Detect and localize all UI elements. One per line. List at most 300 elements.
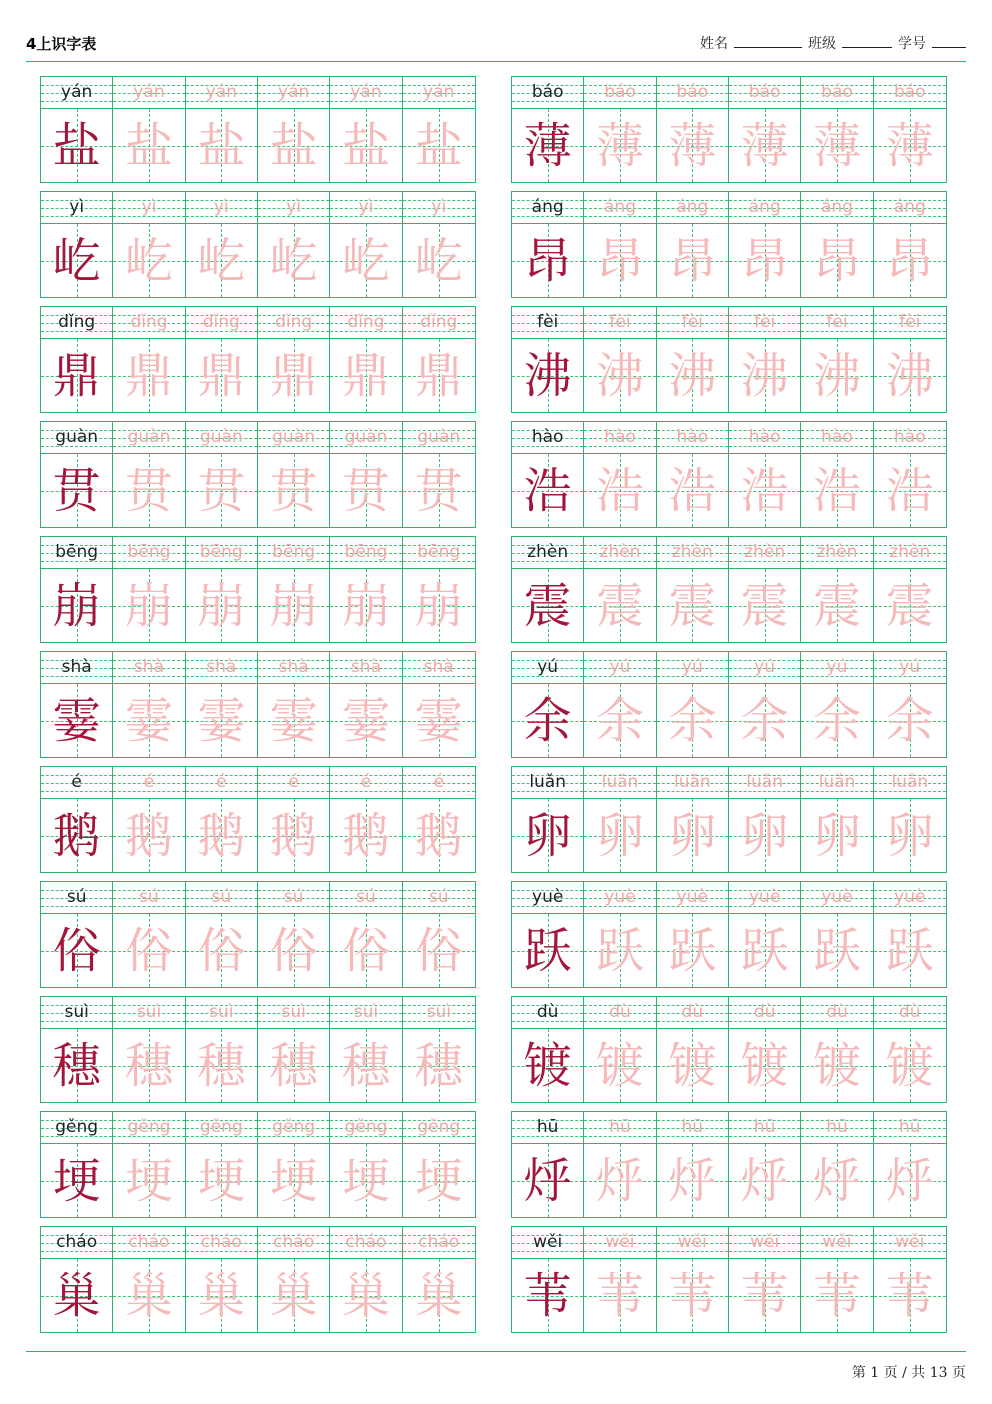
pinyin-trace: wěi <box>750 1232 780 1252</box>
pinyin-trace: dù <box>609 1002 631 1022</box>
pinyin-trace: báo <box>604 82 636 102</box>
pinyin-grid <box>874 767 946 799</box>
pinyin-trace: yán <box>350 82 382 102</box>
pinyin-grid <box>258 882 329 914</box>
tianzige-grid <box>512 569 583 642</box>
trace-character: 余 <box>740 692 789 749</box>
trace-cell <box>258 192 330 297</box>
practice-row <box>511 76 947 183</box>
trace-cell <box>657 997 729 1102</box>
pinyin-grid <box>113 1112 184 1144</box>
pinyin-grid <box>729 997 800 1029</box>
tianzige-grid <box>584 684 655 757</box>
pinyin-grid <box>41 192 112 224</box>
pinyin-trace: zhèn <box>744 542 786 562</box>
trace-character: 崩 <box>414 577 463 634</box>
pinyin-trace: yì <box>286 197 302 217</box>
example-cell <box>512 537 584 642</box>
pinyin-grid <box>584 1112 655 1144</box>
trace-character: 跃 <box>740 922 789 979</box>
trace-cell <box>801 652 873 757</box>
pinyin-grid <box>584 307 655 339</box>
trace-cell <box>584 537 656 642</box>
pinyin-trace: bēng <box>127 542 171 562</box>
pinyin-grid <box>330 537 401 569</box>
example-character: 鹅 <box>52 807 101 864</box>
example-cell <box>512 422 584 527</box>
tianzige-grid <box>584 454 655 527</box>
trace-character: 穗 <box>197 1037 246 1094</box>
tianzige-grid <box>113 224 184 297</box>
pinyin-trace: luǎn <box>818 772 856 792</box>
trace-cell <box>330 652 402 757</box>
tianzige-grid <box>874 1029 946 1102</box>
pinyin-trace: fèi <box>826 312 848 332</box>
tianzige-grid <box>258 1144 329 1217</box>
trace-cell <box>729 767 801 872</box>
tianzige-grid <box>512 109 583 182</box>
pinyin-trace: hū <box>826 1117 848 1137</box>
pinyin-trace: bēng <box>417 542 461 562</box>
practice-row <box>40 306 476 413</box>
trace-character: 镀 <box>595 1037 644 1094</box>
tianzige-grid <box>874 339 946 412</box>
tianzige-grid <box>729 454 800 527</box>
pinyin-trace: yì <box>213 197 229 217</box>
tianzige-grid <box>258 569 329 642</box>
trace-character: 苇 <box>668 1267 717 1324</box>
tianzige-grid <box>403 569 475 642</box>
worksheet-title: 4上识字表 <box>26 35 97 53</box>
trace-cell <box>330 192 402 297</box>
trace-character: 镀 <box>668 1037 717 1094</box>
practice-row <box>511 306 947 413</box>
pinyin-grid <box>657 652 728 684</box>
pinyin-trace: yú <box>681 657 703 677</box>
example-character: 霎 <box>52 692 101 749</box>
pinyin-trace: zhèn <box>816 542 858 562</box>
pinyin-grid <box>258 77 329 109</box>
pinyin-grid <box>729 1227 800 1259</box>
trace-cell <box>113 767 185 872</box>
pinyin-grid <box>874 77 946 109</box>
pinyin-trace: báo <box>894 82 926 102</box>
tianzige-grid <box>403 1029 475 1102</box>
pinyin-trace: bēng <box>272 542 316 562</box>
tianzige-grid <box>512 1029 583 1102</box>
trace-cell <box>403 307 475 412</box>
trace-cell <box>874 422 946 527</box>
tianzige-grid <box>113 454 184 527</box>
trace-cell <box>584 1112 656 1217</box>
trace-cell <box>258 997 330 1102</box>
pinyin-trace: cháo <box>200 1232 242 1252</box>
pinyin-grid <box>729 192 800 224</box>
tianzige-grid <box>729 339 800 412</box>
pinyin-trace: suì <box>136 1002 162 1022</box>
pinyin-trace: hào <box>676 427 709 447</box>
trace-cell <box>801 767 873 872</box>
tianzige-grid <box>403 109 475 182</box>
trace-cell <box>403 1112 475 1217</box>
trace-cell <box>801 997 873 1102</box>
tianzige-grid <box>41 224 112 297</box>
pinyin-grid <box>113 422 184 454</box>
trace-cell <box>113 192 185 297</box>
trace-character: 余 <box>812 692 861 749</box>
pinyin-grid <box>729 307 800 339</box>
trace-cell <box>657 537 729 642</box>
pinyin-trace: luǎn <box>673 772 711 792</box>
trace-character: 浩 <box>885 462 934 519</box>
trace-cell <box>186 1227 258 1332</box>
pinyin-grid <box>258 422 329 454</box>
pinyin-grid <box>186 307 257 339</box>
trace-cell <box>330 1227 402 1332</box>
trace-character: 沸 <box>812 347 861 404</box>
trace-character: 屹 <box>341 232 390 289</box>
pinyin-grid <box>657 422 728 454</box>
tianzige-grid <box>801 109 872 182</box>
tianzige-grid <box>874 224 946 297</box>
trace-character: 鼎 <box>414 347 463 404</box>
tianzige-grid <box>512 684 583 757</box>
pinyin-grid <box>801 307 872 339</box>
trace-cell <box>657 422 729 527</box>
trace-cell <box>874 997 946 1102</box>
trace-cell <box>258 882 330 987</box>
pinyin-trace: zhèn <box>889 542 931 562</box>
tianzige-grid <box>657 569 728 642</box>
pinyin-trace: yú <box>899 657 921 677</box>
pinyin-trace: hū <box>609 1117 631 1137</box>
pinyin-grid <box>186 652 257 684</box>
pinyin-grid <box>403 77 475 109</box>
trace-cell <box>403 77 475 182</box>
pinyin-grid <box>584 77 655 109</box>
trace-cell <box>186 652 258 757</box>
pinyin-label: áng <box>531 197 564 217</box>
pinyin-label: dù <box>536 1002 559 1022</box>
example-cell <box>512 767 584 872</box>
trace-cell <box>330 307 402 412</box>
trace-cell <box>874 307 946 412</box>
pinyin-grid <box>41 77 112 109</box>
example-character: 余 <box>523 692 572 749</box>
trace-cell <box>584 767 656 872</box>
pinyin-trace: yán <box>423 82 455 102</box>
example-character: 浩 <box>523 462 572 519</box>
tianzige-grid <box>186 109 257 182</box>
pinyin-grid <box>113 997 184 1029</box>
trace-character: 盐 <box>197 117 246 174</box>
pinyin-grid <box>512 997 583 1029</box>
trace-character: 俗 <box>124 922 173 979</box>
trace-cell <box>330 422 402 527</box>
trace-cell <box>729 1112 801 1217</box>
trace-character: 镀 <box>740 1037 789 1094</box>
pinyin-trace: gěng <box>199 1117 243 1137</box>
trace-cell <box>729 192 801 297</box>
example-character: 鼎 <box>52 347 101 404</box>
class-blank <box>842 35 892 48</box>
pinyin-grid <box>657 882 728 914</box>
pinyin-trace: yì <box>358 197 374 217</box>
example-character: 崩 <box>52 577 101 634</box>
tianzige-grid <box>113 799 184 872</box>
trace-character: 沸 <box>668 347 717 404</box>
pinyin-trace: wěi <box>605 1232 635 1252</box>
tianzige-grid <box>113 569 184 642</box>
pinyin-trace: bēng <box>344 542 388 562</box>
pinyin-grid <box>584 537 655 569</box>
pinyin-trace: dù <box>681 1002 704 1022</box>
trace-cell <box>330 997 402 1102</box>
pinyin-grid <box>657 77 728 109</box>
pinyin-trace: báo <box>676 82 709 102</box>
trace-character: 穗 <box>124 1037 173 1094</box>
trace-cell <box>657 77 729 182</box>
name-blank <box>734 35 802 48</box>
trace-cell <box>403 192 475 297</box>
tianzige-grid <box>584 109 655 182</box>
trace-cell <box>729 77 801 182</box>
tianzige-grid <box>874 914 946 987</box>
pinyin-grid <box>186 537 257 569</box>
tianzige-grid <box>186 1029 257 1102</box>
tianzige-grid <box>41 569 112 642</box>
trace-cell <box>729 1227 801 1332</box>
header-rule <box>26 61 966 62</box>
practice-row <box>511 536 947 643</box>
tianzige-grid <box>186 454 257 527</box>
pinyin-grid <box>801 77 872 109</box>
tianzige-grid <box>801 1144 872 1217</box>
pinyin-trace: áng <box>748 197 781 217</box>
trace-character: 卵 <box>740 807 789 864</box>
example-cell <box>41 1227 113 1332</box>
trace-character: 卵 <box>595 807 644 864</box>
pinyin-grid <box>584 652 655 684</box>
example-cell <box>41 77 113 182</box>
trace-cell <box>186 422 258 527</box>
pinyin-grid <box>801 1227 872 1259</box>
pinyin-grid <box>729 652 800 684</box>
pinyin-grid <box>874 1227 946 1259</box>
tianzige-grid <box>584 1144 655 1217</box>
practice-row <box>40 651 476 758</box>
pinyin-grid <box>258 307 329 339</box>
practice-row <box>40 76 476 183</box>
pinyin-trace: dù <box>753 1002 776 1022</box>
trace-character: 苇 <box>885 1267 934 1324</box>
tianzige-grid <box>113 914 184 987</box>
trace-character: 烀 <box>812 1152 861 1209</box>
trace-character: 盐 <box>269 117 318 174</box>
tianzige-grid <box>729 799 800 872</box>
example-cell <box>512 997 584 1102</box>
pinyin-grid <box>584 997 655 1029</box>
pinyin-trace: luǎn <box>601 772 639 792</box>
trace-cell <box>330 537 402 642</box>
trace-cell <box>258 767 330 872</box>
example-cell <box>512 1227 584 1332</box>
tianzige-grid <box>657 684 728 757</box>
pinyin-trace: gěng <box>127 1117 171 1137</box>
tianzige-grid <box>258 339 329 412</box>
pinyin-grid <box>258 652 329 684</box>
trace-character: 霎 <box>124 692 173 749</box>
trace-character: 穗 <box>341 1037 390 1094</box>
trace-character: 沸 <box>885 347 934 404</box>
student-info <box>700 33 966 53</box>
pinyin-grid <box>113 1227 184 1259</box>
pinyin-trace: yuè <box>821 887 853 907</box>
trace-character: 烀 <box>740 1152 789 1209</box>
trace-cell <box>258 77 330 182</box>
pinyin-grid <box>729 537 800 569</box>
trace-character: 震 <box>668 577 717 634</box>
pinyin-grid <box>330 422 401 454</box>
trace-character: 巢 <box>124 1267 173 1324</box>
pinyin-grid <box>801 1112 872 1144</box>
trace-cell <box>113 997 185 1102</box>
pinyin-trace: yú <box>754 657 776 677</box>
pinyin-trace: cháo <box>128 1232 170 1252</box>
trace-cell <box>113 882 185 987</box>
pinyin-grid <box>113 537 184 569</box>
trace-character: 震 <box>595 577 644 634</box>
pinyin-trace: gěng <box>344 1117 388 1137</box>
tianzige-grid <box>512 1144 583 1217</box>
tianzige-grid <box>584 1029 655 1102</box>
pinyin-trace: wěi <box>895 1232 925 1252</box>
pinyin-trace: gěng <box>417 1117 461 1137</box>
trace-cell <box>874 192 946 297</box>
example-character: 昂 <box>523 232 572 289</box>
pinyin-grid <box>512 537 583 569</box>
tianzige-grid <box>801 799 872 872</box>
pinyin-grid <box>258 1227 329 1259</box>
pinyin-grid <box>512 1227 583 1259</box>
pinyin-grid <box>186 77 257 109</box>
trace-character: 跃 <box>885 922 934 979</box>
trace-cell <box>729 537 801 642</box>
example-cell <box>41 1112 113 1217</box>
pinyin-grid <box>113 307 184 339</box>
pinyin-trace: yán <box>133 82 165 102</box>
pinyin-label: cháo <box>56 1232 98 1252</box>
pinyin-trace: guàn <box>127 427 171 447</box>
trace-character: 崩 <box>124 577 173 634</box>
tianzige-grid <box>729 569 800 642</box>
pinyin-trace: yuè <box>676 887 708 907</box>
example-character: 卵 <box>523 807 572 864</box>
tianzige-grid <box>258 109 329 182</box>
example-character: 屹 <box>52 232 101 289</box>
tianzige-grid <box>41 454 112 527</box>
pinyin-grid <box>729 77 800 109</box>
trace-character: 跃 <box>812 922 861 979</box>
example-cell <box>41 767 113 872</box>
practice-row <box>511 191 947 298</box>
pinyin-trace: áng <box>676 197 709 217</box>
page-number: 第 1 页 / 共 13 页 <box>851 1365 966 1381</box>
tianzige-grid <box>41 684 112 757</box>
tianzige-grid <box>512 799 583 872</box>
pinyin-trace: hū <box>681 1117 704 1137</box>
pinyin-grid <box>186 767 257 799</box>
pinyin-grid <box>403 1112 475 1144</box>
trace-character: 浩 <box>595 462 644 519</box>
tianzige-grid <box>584 569 655 642</box>
pinyin-grid <box>657 1227 728 1259</box>
pinyin-trace: shà <box>423 657 454 677</box>
practice-row <box>40 191 476 298</box>
pinyin-label: é <box>71 772 82 792</box>
pinyin-grid <box>330 652 401 684</box>
trace-cell <box>584 422 656 527</box>
pinyin-grid <box>113 882 184 914</box>
pinyin-grid <box>874 1112 946 1144</box>
trace-character: 薄 <box>812 117 861 174</box>
example-character: 烀 <box>523 1152 572 1209</box>
pinyin-trace: shà <box>133 657 165 677</box>
example-character: 沸 <box>523 347 572 404</box>
pinyin-grid <box>584 882 655 914</box>
tianzige-grid <box>801 1029 872 1102</box>
pinyin-label: zhèn <box>527 542 569 562</box>
pinyin-label: yú <box>537 657 559 677</box>
trace-cell <box>729 882 801 987</box>
tianzige-grid <box>657 799 728 872</box>
trace-character: 巢 <box>197 1267 246 1324</box>
pinyin-grid <box>403 767 475 799</box>
pinyin-grid <box>512 192 583 224</box>
trace-cell <box>584 882 656 987</box>
trace-character: 巢 <box>269 1267 318 1324</box>
trace-character: 贯 <box>269 462 318 519</box>
pinyin-grid <box>186 1112 257 1144</box>
tianzige-grid <box>801 339 872 412</box>
pinyin-trace: yú <box>826 657 848 677</box>
trace-character: 浩 <box>668 462 717 519</box>
pinyin-grid <box>584 1227 655 1259</box>
left-practice-column <box>40 76 476 1341</box>
trace-character: 霎 <box>414 692 463 749</box>
pinyin-label: hào <box>531 427 564 447</box>
pinyin-trace: luǎn <box>746 772 783 792</box>
pinyin-grid <box>512 307 583 339</box>
tianzige-grid <box>41 339 112 412</box>
pinyin-grid <box>41 1112 112 1144</box>
pinyin-trace: fèi <box>609 312 631 332</box>
tianzige-grid <box>41 799 112 872</box>
pinyin-grid <box>512 652 583 684</box>
tianzige-grid <box>584 914 655 987</box>
tianzige-grid <box>874 109 946 182</box>
tianzige-grid <box>512 339 583 412</box>
trace-character: 烀 <box>885 1152 934 1209</box>
pinyin-grid <box>512 77 583 109</box>
pinyin-trace: báo <box>821 82 853 102</box>
pinyin-trace: é <box>433 772 445 792</box>
tianzige-grid <box>330 1144 401 1217</box>
practice-row <box>40 766 476 873</box>
pinyin-grid <box>186 1227 257 1259</box>
tianzige-grid <box>258 454 329 527</box>
example-cell <box>41 307 113 412</box>
